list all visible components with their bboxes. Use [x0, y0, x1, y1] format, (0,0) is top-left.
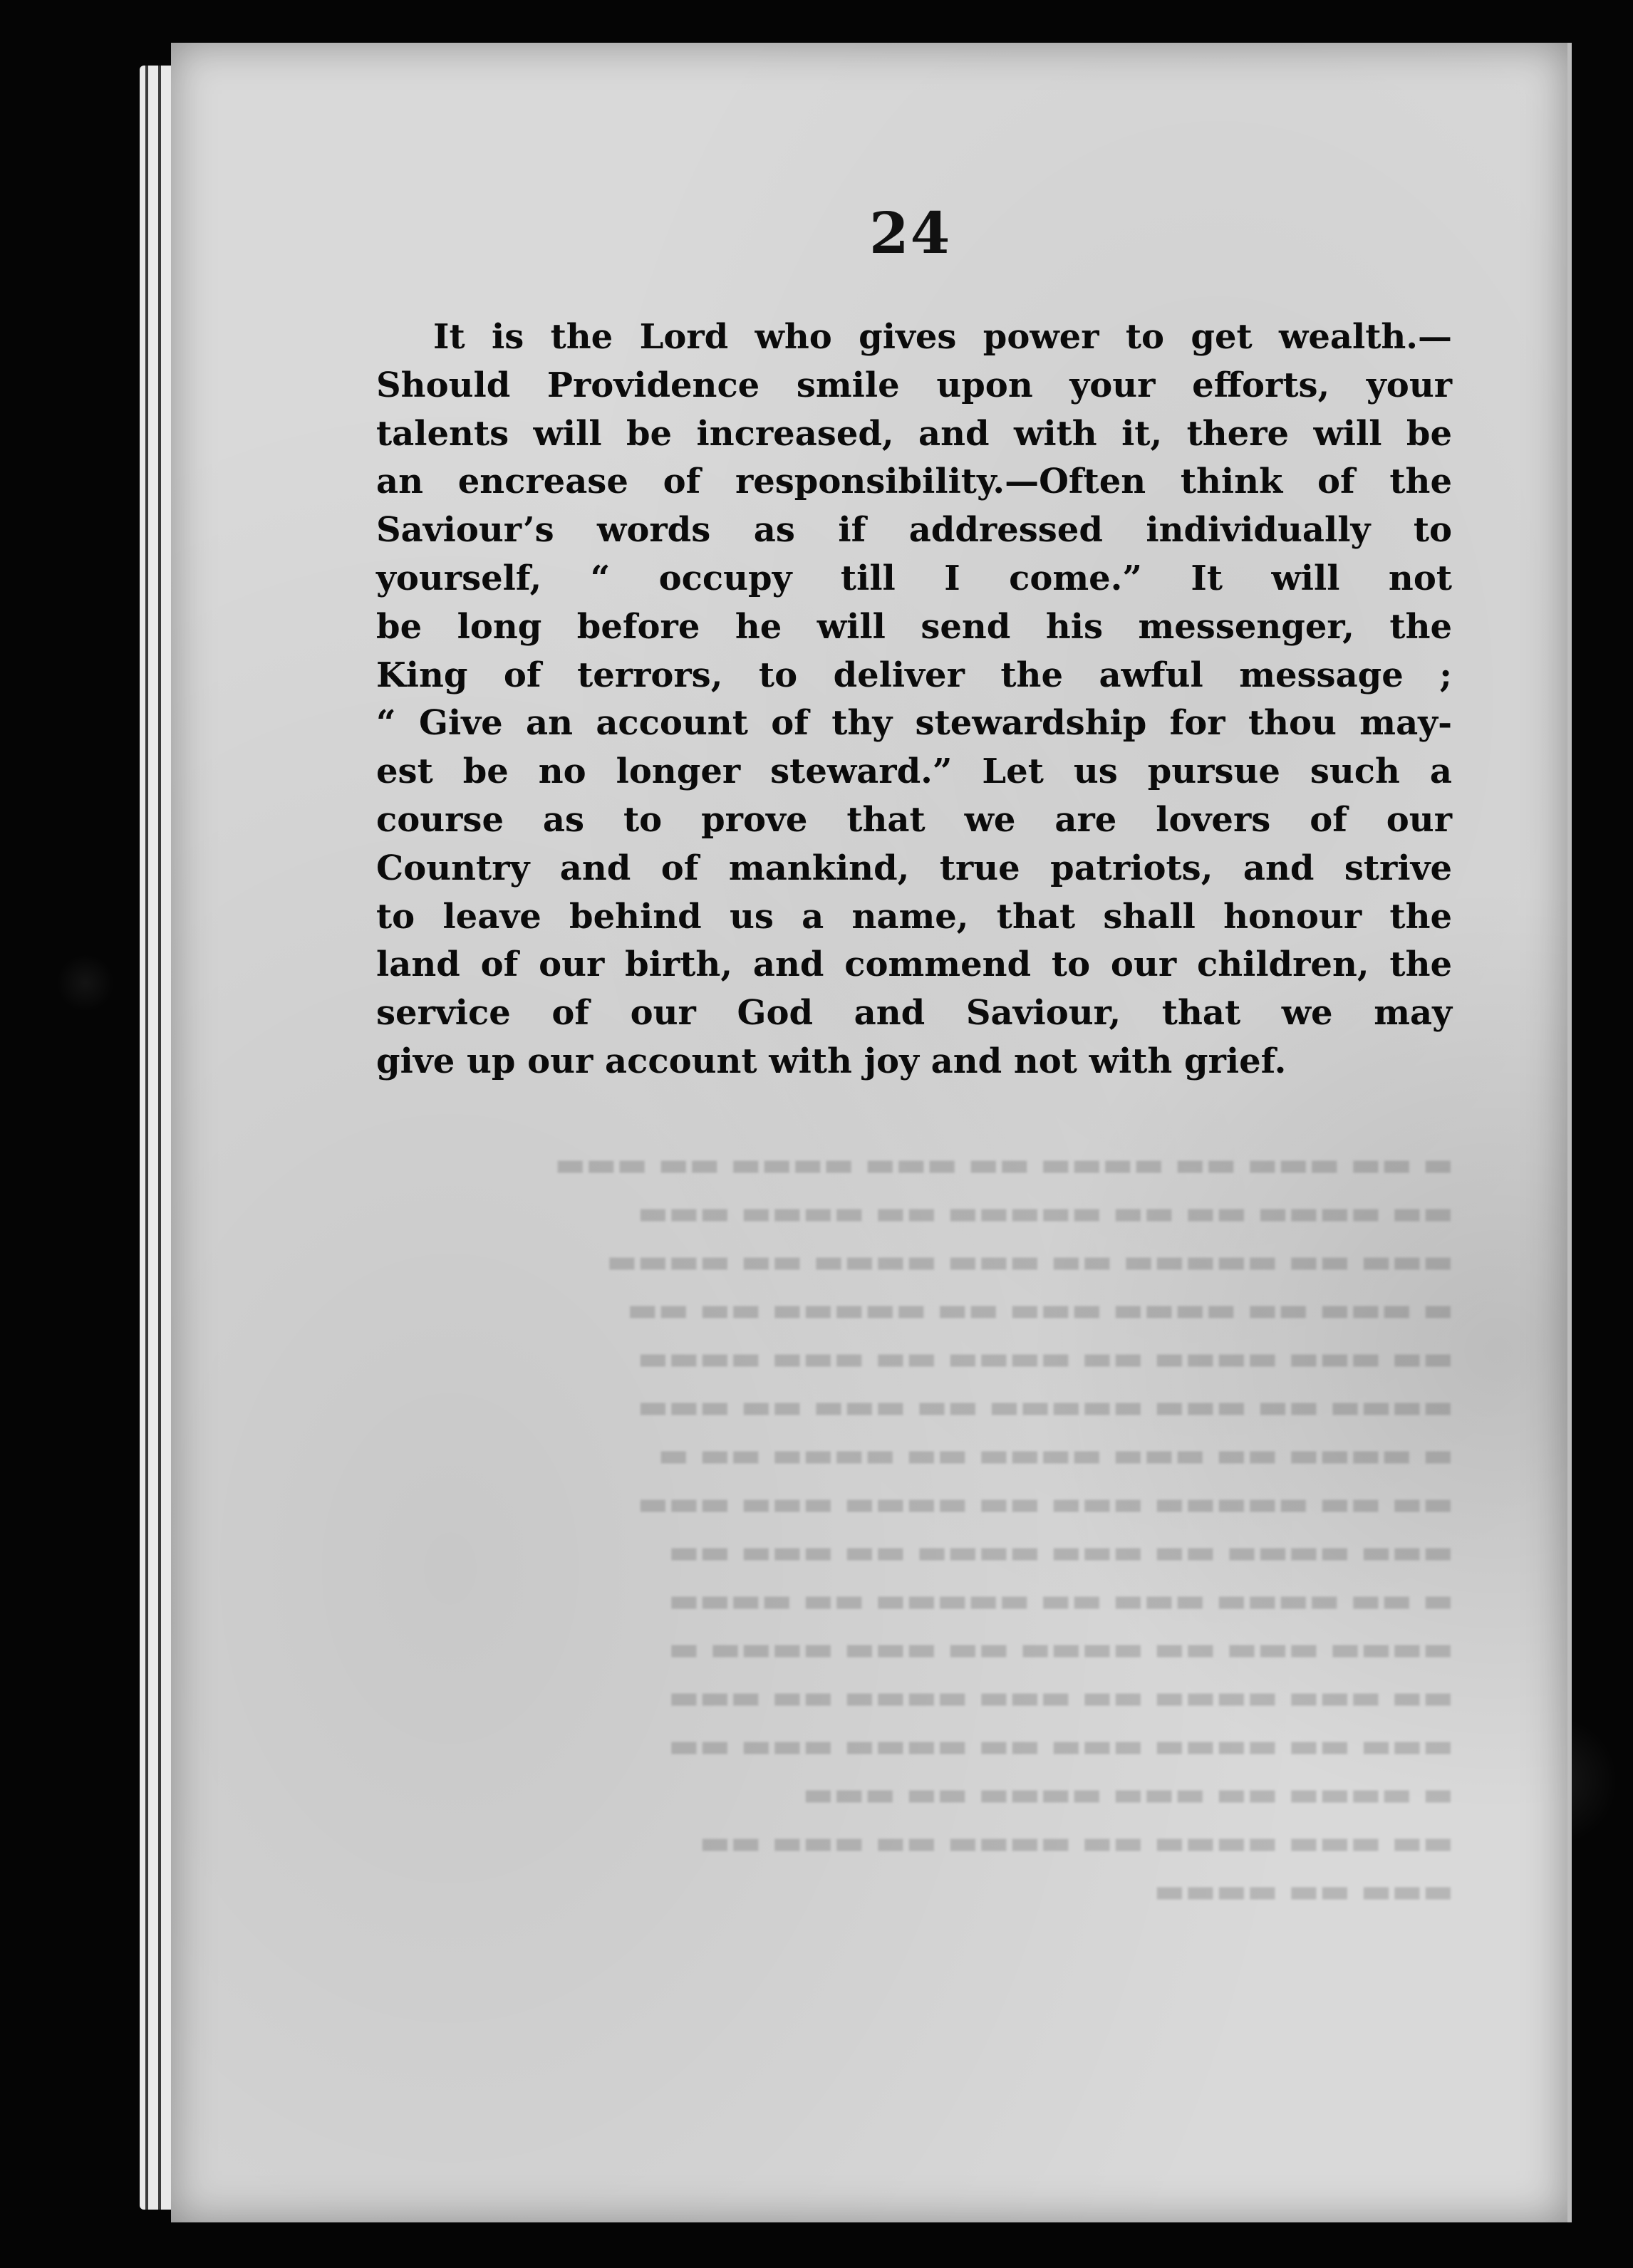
text-line: to leave behind us a name, that shall honour the [376, 896, 1452, 937]
page-edge-line [145, 66, 148, 2210]
text-line: est be no longer steward.” Let us pursue such a [376, 751, 1452, 792]
text-line: give up our account with joy and not with grief. [376, 1041, 1287, 1081]
page-edge-line [158, 66, 161, 2210]
text-line: talents will be increased, and with it, there will be [376, 413, 1452, 454]
text-line: Should Providence smile upon your efforts, your [376, 365, 1452, 405]
text-line: yourself, “ occupy till I come.” It will not [376, 558, 1452, 598]
text-line: Saviour’s words as if addressed individually to [376, 510, 1452, 551]
text-line: “ Give an account of thy stewardship for thou may- [376, 703, 1452, 744]
show-through-texture: ▬ ▬▬ ▬▬▬ ▬▬ ▬▬▬▬ ▬▬ ▬▬▬ ▬▬▬▬ ▬▬ ▬▬▬ ▬▬ ▬▬▬▬ ▬▬ ▬▬ ▬▬▬▬▬ ▬▬ ▬▬▬▬ ▬▬▬ ▬▬▬ ▬▬ ▬▬▬▬▬ ▬▬ ▬▬▬ ▬▬▬▬ ▬▬ ▬▬▬▬ ▬ ▬▬▬ ▬▬ ▬▬▬▬ ▬▬▬ ▬▬ ▬▬▬▬▬ ▬▬ ▬▬ ▬▬ ▬▬▬ ▬▬▬▬ ▬▬ ▬▬▬▬ ▬▬ ▬▬▬ ▬▬▬▬ ▬▬▬▬ ▬▬ ▬▬▬ ▬▬▬▬▬ ▬▬ ▬▬▬ ▬▬ ▬▬▬ ▬ ▬▬▬▬ ▬▬ ▬▬▬ ▬▬▬▬ ▬▬ ▬▬▬▬ ▬▬ ▬ ▬▬ ▬▬ ▬▬▬▬▬ ▬▬▬ ▬▬ ▬▬▬▬ ▬▬▬ ▬▬▬ ▬▬▬ ▬▬▬▬ ▬▬ ▬▬▬ ▬▬▬▬ ▬▬ ▬▬▬ ▬▬ ▬ ▬▬ ▬▬▬▬ ▬▬▬ ▬▬ ▬▬▬▬▬ ▬▬ ▬▬▬▬ ▬▬▬▬ ▬▬▬ ▬▬ ▬▬▬▬ ▬▬ ▬▬▬ ▬▬▬▬ ▬ ▬▬ ▬▬▬ ▬▬▬▬ ▬▬ ▬▬▬ ▬▬▬▬ ▬▬ ▬▬▬ ▬▬▬ ▬▬ ▬▬▬▬ ▬▬▬ ▬▬ ▬▬▬▬ ▬▬▬ ▬▬ ▬ ▬▬▬▬ ▬▬ ▬▬▬ ▬▬▬▬ ▬▬ ▬▬▬ ▬▬ ▬▬▬ ▬▬▬▬ ▬▬ ▬▬▬▬ ▬▬ ▬▬▬ ▬▬ ▬▬▬ ▬▬ ▬▬▬▬ [554, 1145, 1453, 1910]
text-line: Country and of mankind, true patriots, and strive [376, 848, 1452, 888]
text-line: course as to prove that we are lovers of our [376, 799, 1452, 840]
text-line: land of our birth, and commend to our children, the [376, 945, 1452, 985]
text-line: be long before he will send his messenger, the [376, 606, 1452, 647]
text-line: an encrease of responsibility.—Often think of the [376, 462, 1452, 502]
page-number: 24 [869, 199, 952, 266]
body-paragraph [376, 313, 1452, 1086]
text-line: King of terrors, to deliver the awful message ; [376, 655, 1452, 695]
text-line: service of our God and Saviour, that we may [376, 993, 1452, 1034]
text-line: It is the Lord who gives power to get wealth.— [433, 317, 1452, 357]
